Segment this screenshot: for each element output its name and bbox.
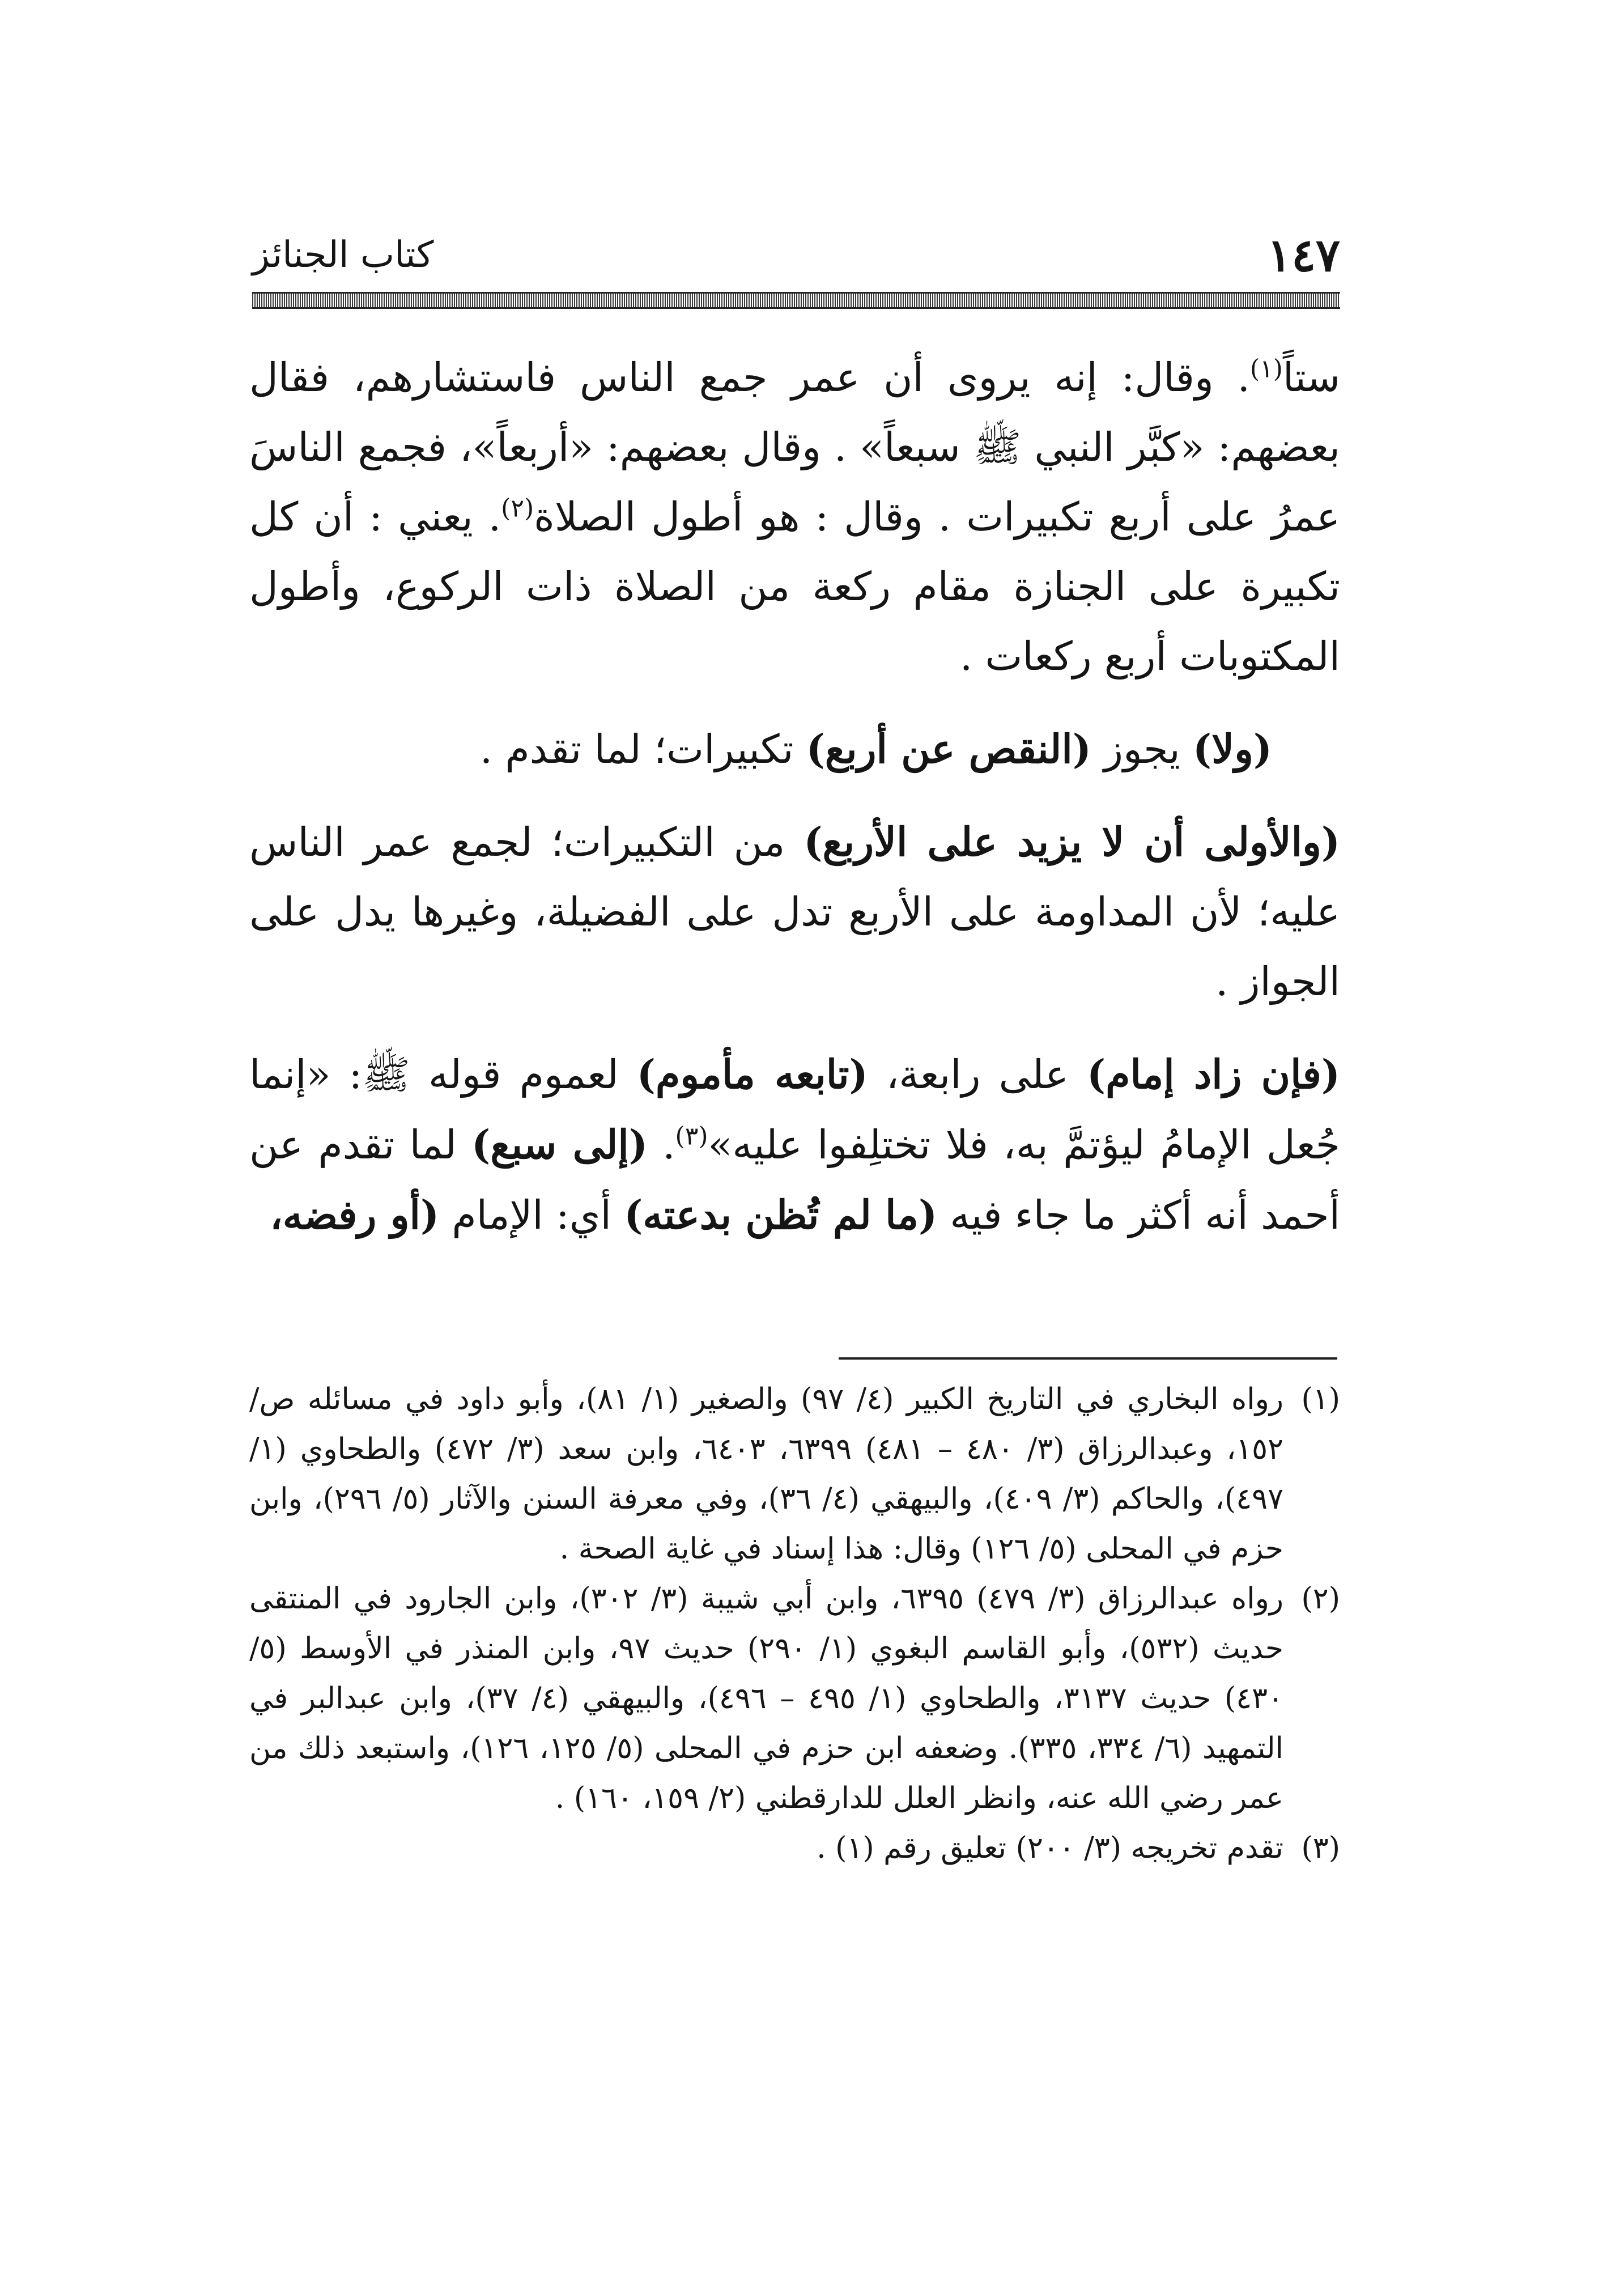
main-text bbox=[249, 343, 1340, 1250]
bold-phrase: (ما لم تُظن بدعته) bbox=[624, 1191, 938, 1238]
page-header bbox=[252, 224, 1340, 286]
footnote-3 bbox=[249, 1823, 1340, 1873]
text-run: تكبيرات؛ لما تقدم . bbox=[479, 726, 806, 772]
bold-phrase: (النقص عن أربع) bbox=[806, 725, 1091, 772]
footnote-1 bbox=[249, 1374, 1340, 1574]
footnote-ref-3[interactable]: (٣) bbox=[675, 1122, 708, 1151]
footnote-2 bbox=[249, 1574, 1340, 1823]
text-run: . bbox=[647, 1122, 675, 1168]
text-run: . يعني : أن كل تكبيرة على الجنازة مقام ركعة من الصلاة ذات الركوع، وأطول المكتوبات أربع ركعات . bbox=[249, 494, 1340, 680]
bold-phrase: (ولا) bbox=[1193, 725, 1272, 772]
footnote-marker: (١) bbox=[1301, 1382, 1340, 1416]
text-run: لما تقدم عن أحمد أنه أكثر ما جاء فيه bbox=[249, 1122, 1340, 1238]
text-run: ستاً bbox=[1282, 354, 1340, 401]
footnote-ref-1[interactable]: (١) bbox=[1249, 354, 1283, 384]
footnote-marker: (٣) bbox=[1301, 1831, 1340, 1865]
footnote-marker: (٢) bbox=[1301, 1582, 1340, 1616]
text-run: أي: الإمام bbox=[439, 1192, 624, 1238]
paragraph-2 bbox=[249, 714, 1340, 784]
footnote-text: تقدم تخريجه (٣/ ٢٠٠) تعليق رقم (١) . bbox=[817, 1831, 1283, 1865]
bold-phrase: (فإن زاد إمام) bbox=[1087, 1051, 1340, 1098]
text-run: . وقال: إنه يروى أن عمر جمع الناس فاستشارهم، فقال بعضهم: «كبَّر النبي ﷺ سبعاً» . وقال بعضهم: «أربعاً»، فجمع الناسَ عمرُ على أربع تكبيرات . وقال : هو أطول الصلاة bbox=[249, 354, 1340, 540]
text-run: من التكبيرات؛ لجمع عمر الناس عليه؛ لأن المداومة على الأربع تدل على الفضيلة، وغيرها يدل على الجواز . bbox=[249, 819, 1340, 1005]
text-run: يجوز bbox=[1091, 726, 1193, 772]
footnote-text: رواه البخاري في التاريخ الكبير (٤/ ٩٧) والصغير (١/ ٨١)، وأبو داود في مسائله ص/ ١٥٢، وعبدالرزاق (٣/ ٤٨٠ – ٤٨١) ٦٣٩٩، ٦٤٠٣، وابن سعد (٣/ ٤٧٢) والطحاوي (١/ ٤٩٧)، والحاكم (٣/ ٤٠٩)، والبيهقي (٤/ ٣٦)، وفي معرفة السنن والآثار (٥/ ٢٩٦)، وابن حزم في المحلى (٥/ ١٢٦) وقال: هذا إسناد في غاية الصحة . bbox=[249, 1382, 1283, 1566]
paragraph-1 bbox=[249, 343, 1340, 691]
footnote-text: رواه عبدالرزاق (٣/ ٤٧٩) ٦٣٩٥، وابن أبي شيبة (٣/ ٣٠٢)، وابن الجارود في المنتقى حديث (٥٣٢)، وأبو القاسم البغوي (١/ ٢٩٠) حديث ٩٧، وابن المنذر في الأوسط (٥/ ٤٣٠) حديث ٣١٣٧، والطحاوي (١/ ٤٩٥ – ٤٩٦)، والبيهقي (٤/ ٣٧)، وابن عبدالبر في التمهيد (٦/ ٣٣٤، ٣٣٥). وضعفه ابن حزم في المحلى (٥/ ١٢٥، ١٢٦)، واستبعد ذلك من عمر رضي الله عنه، وانظر العلل للدارقطني (٢/ ١٥٩، ١٦٠) . bbox=[249, 1582, 1284, 1815]
footnote-separator bbox=[839, 1357, 1337, 1360]
page-number: ١٤٧ bbox=[1267, 228, 1340, 282]
bold-phrase: (أو رفضه، bbox=[270, 1191, 440, 1238]
paragraph-3 bbox=[249, 807, 1340, 1017]
text-run: على رابعة، bbox=[868, 1051, 1087, 1098]
footnotes bbox=[249, 1374, 1340, 1873]
bold-phrase: (والأولى أن لا يزيد على الأربع) bbox=[804, 818, 1340, 865]
paragraph-4 bbox=[249, 1039, 1340, 1250]
footnote-ref-2[interactable]: (٢) bbox=[501, 494, 534, 523]
header-rule bbox=[252, 292, 1340, 309]
running-title: كتاب الجنائز bbox=[252, 234, 434, 276]
bold-phrase: (إلى سبع) bbox=[471, 1121, 648, 1168]
text-run: لعموم قوله ﷺ: «إنما جُعل الإمامُ ليؤتمَّ به، فلا تختلِفوا عليه» bbox=[249, 1051, 1340, 1168]
bold-phrase: (تابعه مأموم) bbox=[636, 1051, 868, 1098]
